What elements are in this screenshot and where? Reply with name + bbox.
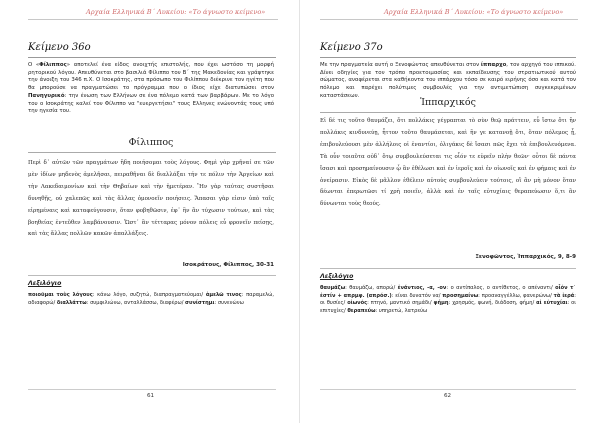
section-divider: [320, 112, 576, 113]
text-run: » αποτελεί ένα είδος ανοιχτής επιστολής, που έχει ωστόσο τη μορφή ρητορικού λόγου. Απευθύνεται στο βασιλιά Φίλιππο τον Β΄ της Μακεδονίας και γράφτηκε την άνοιξη του 346 π.Χ. Ο Ισοκράτης, στα πρόσωπο του Φιλίππου διέκρινε τον ηγέτη που θα μπορούσε να πραγματώσει το πρόγραμμα που ο ίδιος είχε διατυπώσει στον: [28, 62, 274, 92]
running-head: Αρχαία Ελληνικά Β΄ Λυκείου: «Το άγνωστο κείμενο»: [384, 8, 564, 16]
bold-term: τὰ ἱερά: [553, 292, 575, 299]
bold-term: ἀμελῶ τινος: [205, 292, 242, 298]
bold-term: Πανηγυρικό: [28, 92, 65, 99]
bold-term: διαλλάττω: [56, 299, 87, 306]
text-run: : πτηνό, μαντικό σημάδι/: [367, 300, 434, 307]
text-run: : συμφιλιώνω, ανταλλάσσω, διαφέρω/: [86, 299, 186, 306]
bold-term: Φίλιππος: [39, 62, 67, 68]
bold-term: θεραπεύω: [347, 307, 376, 314]
lexicon-title: Λεξιλόγιο: [320, 273, 354, 280]
text-run: Με την πραγματεία αυτή ο Ξενοφώντας απευθύνεται στον: [320, 62, 481, 68]
intro-paragraph: [320, 62, 576, 101]
bold-term: ίππαρχο: [480, 62, 507, 68]
text-title: Κείμενο 37ο: [320, 42, 383, 53]
lexicon-body: [28, 292, 274, 307]
section-heading: Φίλιππος: [128, 137, 174, 148]
text-run: : προαναγγέλλω, φανερώνω/: [478, 292, 554, 299]
text-run: : συνενώνω: [214, 299, 244, 306]
page-number: 62: [444, 393, 452, 399]
text-run: : κάνω λόγο, συζητώ, διαπραγματεύομαι/: [92, 292, 206, 298]
bold-term: αἱ εὐτυχίαι: [536, 300, 568, 307]
running-head: Αρχαία Ελληνικά Β΄ Λυκείου: «Το άγνωστο κείμενο»: [86, 8, 266, 16]
section-divider: [28, 152, 276, 153]
header-divider: [320, 19, 578, 20]
text-run: , τον αρχηγό του ιππικού. Δίνει οδηγίες για τον τρόπο προετοιμασίας και εκπαίδευσης του στρατιωτικού αυτού σώματος, αναφέρεται στα καθήκοντα του ιππάρχου τόσο σε καιρό ειρήνης όσο και κατά τον πόλεμο και παρέχει πολύτιμες συμβουλές για την αντιμετώπιση συγκεκριμένων καταστάσεων.: [320, 62, 577, 99]
bold-term: προσημαίνω: [442, 292, 479, 299]
bold-term: θαυμάζω: [320, 285, 346, 291]
lexicon-body: [320, 285, 576, 315]
ancient-greek-text: Περὶ δ᾽ αὐτῶν τῶν πραγμάτων ἤδη ποιήσομαι τοὺς λόγους. Φημὶ γὰρ χρῆναί σε τῶν μὲν ἰδίων μηδενὸς ἀμελῆσαι, πειραθῆναι δὲ διαλλάξαι τήν τε πόλιν τὴν Ἀργείων καὶ τὴν Λακεδαιμονίων καὶ τὴν Θηβαίων καὶ τὴν ἡμετέραν. Ἢν γὰρ ταύτας συστῆσαι δυνηθῇς, οὐ χαλεπῶς καὶ τὰς ἄλλας ὁμονοεῖν ποιήσεις. Ἅπασαι γὰρ εἰσιν ὑπὸ ταῖς εἰρημέναις καὶ καταφεύγουσιν, ὅταν φοβηθῶσιν, ἐφ᾽ ἣν ἂν τύχωσιν τούτων, καὶ τὰς βοηθείας ἐντεῦθεν λαμβάνουσιν. Ὥστ᾽ ἂν τέτταρας μόνον πόλεις εὖ φρονεῖν πείσῃς, καὶ τὰς ἄλλας πολλῶν κακῶν ἀπαλλάξεις.: [28, 160, 274, 238]
intro-paragraph: [28, 62, 274, 116]
bold-term: συνίστημι: [185, 299, 215, 306]
text-run: : είναι δυνατόν να/: [391, 292, 443, 299]
lexicon-divider: [28, 275, 276, 276]
footer-divider: [28, 389, 276, 390]
text-run: : ο αντίπαλος, ο αντίθετος, ο απέναντι/: [446, 285, 556, 291]
footer-divider: [320, 389, 576, 390]
text-run: : την ένωση των Ελλήνων σε ένα πόλεμο κατά των βαρβάρων. Με το λόγο του ο Ισοκράτης καλεί τον Φίλιππο να "ευεργετήσει" τους Ελληνες ενώνοντάς τους υπό την ηγεσία του.: [28, 92, 274, 115]
bold-term: φήμη: [433, 300, 449, 307]
text-run: : οι θυσίες/: [320, 292, 576, 307]
ancient-greek-text: Εἰ δέ τις τοῦτο θαυμάζει, ὅτι πολλάκις γέγραπται τὸ σὺν θεῷ πράττειν, εὖ ἴστω ὅτι ἢν πολλάκις κινδυνεύῃ, ἧττον τοῦτο θαυμάσεται, καὶ ἢν γε κατανοῇ ὅτι, ὅταν πόλεμος ᾖ, ἐπιβουλεύουσι μὲν ἀλλήλοις οἱ ἐναντίοι, ὀλιγάκις δὲ ἴσασι πῶς ἔχει τὰ ἐπιβουλευόμενα. Τὰ οὖν τοιαῦτα οὐδ᾽ ὅτῳ συμβουλεύσεται τις οἷόν τε εὑρεῖν πλὴν θεῶν· οὗτοι δὲ πάντα ἴσασι καὶ προσημαίνουσιν ᾧ ἂν ἐθέλωσι καὶ ἐν ἱεροῖς καὶ ἐν οἰωνοῖς καὶ ἐν φήμαις καὶ ἐν ὀνείρασιν. Εἰκὸς δὲ μᾶλλον ἐθέλειν αὐτοὺς συμβουλεύειν τούτοις, οἳ ἂν μὴ μόνον ὅταν δέωνται ἐπερωτῶσι τί χρὴ ποιεῖν, ἀλλὰ καὶ ἐν ταῖς εὐτυχίαις θεραπεύωσιν ὅ,τι ἂν δύνωνται τοὺς θεούς.: [320, 118, 576, 208]
text-title: Κείμενο 36ο: [28, 42, 91, 53]
text-run: : χρησμός, φωνή, διάδοση, φήμη/: [448, 300, 537, 307]
page-number: 61: [147, 393, 155, 399]
bold-term: ἐνάντιος, -α, -ον: [397, 285, 447, 291]
title-divider: [28, 57, 276, 58]
text-run: : υπηρετώ, λατρεύω: [375, 307, 428, 314]
title-divider: [320, 57, 576, 58]
right-page: [300, 0, 600, 423]
lexicon-title: Λεξιλόγιο: [28, 280, 62, 287]
bold-term: οἷόν τ᾽ ἐστίν + απρμφ. (απρόσ.): [320, 285, 576, 299]
text-run: Ο «: [28, 62, 40, 68]
header-divider: [28, 19, 278, 20]
bold-term: οἰωνός: [347, 300, 368, 307]
text-run: : παραμελώ, αδιαφορώ/: [28, 292, 275, 306]
bold-term: ποιοῦμαι τοὺς λόγους: [28, 292, 93, 298]
source-citation: Ξενοφῶντος, Ἱππαρχικός, 9, 8-9: [475, 254, 576, 260]
source-citation: Ισοκράτους, Φίλιππος, 30-31: [182, 262, 274, 268]
section-heading: Ἱππαρχικός: [420, 97, 476, 108]
text-run: : οι επιτυχίες/: [320, 300, 576, 314]
text-run: : θαυμάζω, απορώ/: [345, 285, 398, 291]
lexicon-divider: [320, 268, 576, 269]
